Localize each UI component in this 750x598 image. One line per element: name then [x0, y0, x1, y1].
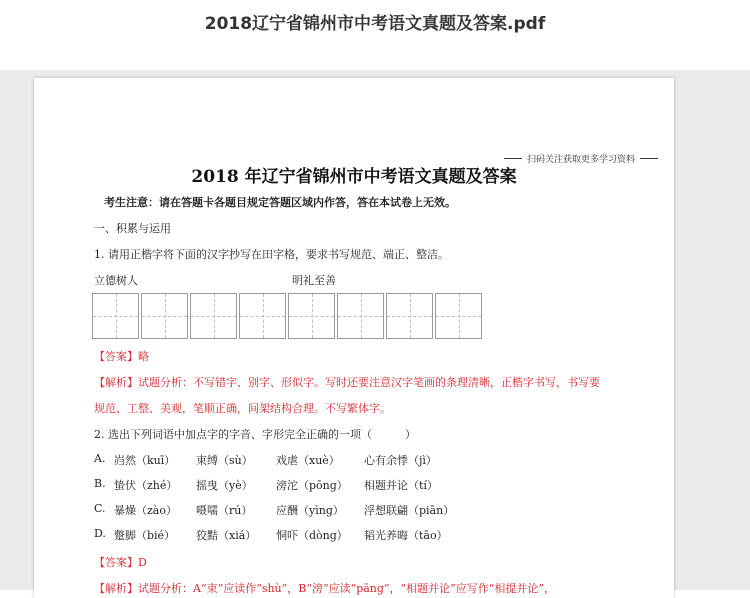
grid-cell [337, 293, 384, 339]
document-title: 2018辽宁省锦州市中考语文真题及答案.pdf [204, 14, 546, 34]
question-1: 1. 请用正楷字将下面的汉字抄写在田字格，要求书写规范、端正、整洁。 [94, 248, 449, 261]
option-word: 恫吓（dòng） [276, 529, 348, 542]
option-letter: B. [94, 477, 106, 490]
dash-right [640, 158, 658, 159]
grid-cell [239, 293, 286, 339]
option-word: 束缚（sù） [196, 454, 253, 467]
option-word: 韬光养晦（tāo） [364, 529, 448, 542]
grid-cell [92, 293, 139, 339]
option-d [94, 527, 448, 543]
question-2: 2. 选出下列词语中加点字的字音、字形完全正确的一项（ ） [94, 428, 416, 441]
option-word: 心有余悸（jì） [364, 454, 437, 467]
option-a [94, 452, 437, 468]
exam-title: 2018 年辽宁省锦州市中考语文真题及答案 [191, 167, 517, 187]
option-word: 相题并论（tí） [364, 479, 438, 492]
section-heading: 一、积累与运用 [94, 222, 171, 235]
analysis-1-line-1: 【解析】试题分析：不写错字、别字、形似字。写时还要注意汉字笔画的条理清晰，正楷字书写，书写要 [94, 376, 600, 389]
option-word: 摇曳（yè） [196, 479, 253, 492]
grid-cell [141, 293, 188, 339]
grid-cell [288, 293, 335, 339]
option-word: 应酬（yìng） [276, 504, 344, 517]
option-letter: C. [94, 502, 106, 515]
grid-cell [435, 293, 482, 339]
option-word: 蹩脚（bié） [114, 529, 176, 542]
option-c [94, 502, 454, 518]
tianzige-grid [92, 293, 482, 339]
copy-phrase-2: 明礼至善 [292, 274, 336, 287]
option-letter: D. [94, 527, 106, 540]
option-word: 岿然（kuī） [114, 454, 176, 467]
option-word: 戏虐（xuè） [276, 454, 340, 467]
analysis-1-line-2: 规范、工整、美观，笔顺正确，间架结构合理。不写繁体字。 [94, 402, 391, 415]
analysis-2: 【解析】试题分析：A“束”应读作“shù”，B“滂”应读“pāng”，“相题并论”应写作“相提并论”， [94, 582, 556, 595]
option-word: 狡黠（xiá） [196, 529, 257, 542]
exam-note: 考生注意：请在答题卡各题目规定答题区域内作答，答在本试卷上无效。 [104, 196, 456, 209]
pdf-page [34, 78, 674, 598]
answer-1: 【答案】略 [94, 350, 149, 363]
notice-text: 扫码关注获取更多学习资料 [526, 155, 635, 165]
dash-left [504, 158, 522, 159]
option-b [94, 477, 438, 493]
grid-cell [190, 293, 237, 339]
copy-phrase-1: 立德树人 [94, 274, 138, 287]
grid-cell [386, 293, 433, 339]
option-word: 蛰伏（zhé） [114, 479, 178, 492]
option-word: 浮想联翩（piān） [364, 504, 455, 517]
answer-2: 【答案】D [94, 556, 147, 569]
option-word: 嗫嚅（rú） [196, 504, 253, 517]
option-word: 暴燥（zào） [114, 504, 177, 517]
option-letter: A. [94, 452, 106, 465]
title-bar [0, 0, 750, 70]
option-word: 滂沱（pōng） [276, 479, 348, 492]
